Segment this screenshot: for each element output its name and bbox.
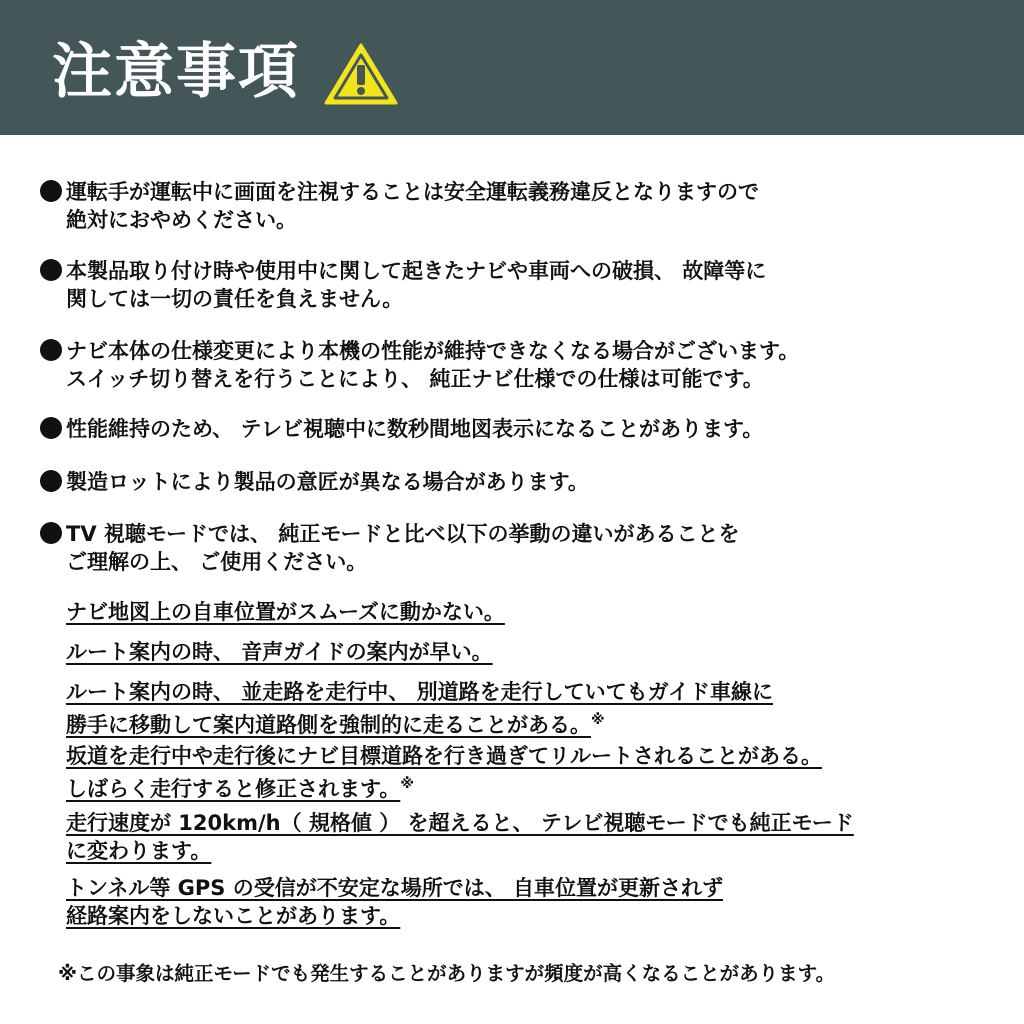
difference-item	[66, 638, 493, 666]
notice-line: 性能維持のため、 テレビ視聴中に数秒間地図表示になることがあります。	[66, 417, 764, 441]
notice-line: スイッチ切り替えを行うことにより、 純正ナビ仕様での仕様は可能です。	[66, 367, 764, 391]
notice-item-liability	[40, 257, 766, 313]
notice-item-spec-change	[40, 337, 799, 393]
reference-mark: ※	[400, 776, 414, 792]
difference-line: に変わります。	[66, 839, 212, 863]
notice-item-performance	[40, 415, 763, 443]
notice-line: ご理解の上、 ご使用ください。	[66, 550, 368, 574]
bullet-icon	[40, 339, 62, 361]
difference-line: しばらく走行すると修正されます。	[66, 777, 401, 801]
notice-line: TV 視聴モードでは、 純正モードと比べ以下の挙動の違いがあることを	[66, 522, 740, 546]
bullet-icon	[40, 180, 62, 202]
difference-item	[66, 678, 773, 739]
notice-item-tv-mode	[40, 520, 740, 576]
notice-line: 本製品取り付け時や使用中に関して起きたナビや車両への破損、 故障等に	[66, 259, 767, 283]
bullet-icon	[40, 259, 62, 281]
difference-line: 勝手に移動して案内道路側を強制的に走ることがある。	[66, 713, 591, 737]
difference-line: 坂道を走行中や走行後にナビ目標道路を行き過ぎてリルートされることがある。	[66, 744, 822, 768]
bullet-icon	[40, 470, 62, 492]
notice-item-lot	[40, 468, 589, 496]
difference-item	[66, 598, 505, 626]
difference-line: 経路案内をしないことがあります。	[66, 904, 401, 928]
difference-line: ナビ地図上の自車位置がスムーズに動かない。	[66, 600, 505, 624]
notice-line: 運転手が運転中に画面を注視することは安全運転義務違反となりますので	[66, 180, 759, 204]
difference-item	[66, 874, 723, 930]
notice-line: 絶対におやめください。	[66, 208, 297, 232]
difference-line: ルート案内の時、 音声ガイドの案内が早い。	[66, 640, 493, 664]
footnote: ※この事象は純正モードでも発生することがありますが頻度が高くなることがあります。	[58, 962, 836, 985]
difference-item	[66, 742, 822, 803]
difference-line: 走行速度が 120km/h（ 規格値 ） を超えると、 テレビ視聴モードでも純正モード	[66, 811, 854, 835]
notice-item-driving	[40, 178, 759, 234]
difference-item	[66, 809, 854, 865]
difference-line: ルート案内の時、 並走路を走行中、 別道路を走行していてもガイド車線に	[66, 680, 773, 704]
difference-line: トンネル等 GPS の受信が不安定な場所では、 自車位置が更新されず	[66, 876, 724, 900]
bullet-icon	[40, 417, 62, 439]
page-title: 注意事項	[52, 37, 300, 107]
notice-line: 製造ロットにより製品の意匠が異なる場合があります。	[66, 470, 589, 494]
notice-line: 関しては一切の責任を負えません。	[66, 287, 404, 311]
notice-line: ナビ本体の仕様変更により本機の性能が維持できなくなる場合がございます。	[66, 339, 800, 363]
bullet-icon	[40, 522, 62, 544]
reference-mark: ※	[591, 712, 605, 728]
